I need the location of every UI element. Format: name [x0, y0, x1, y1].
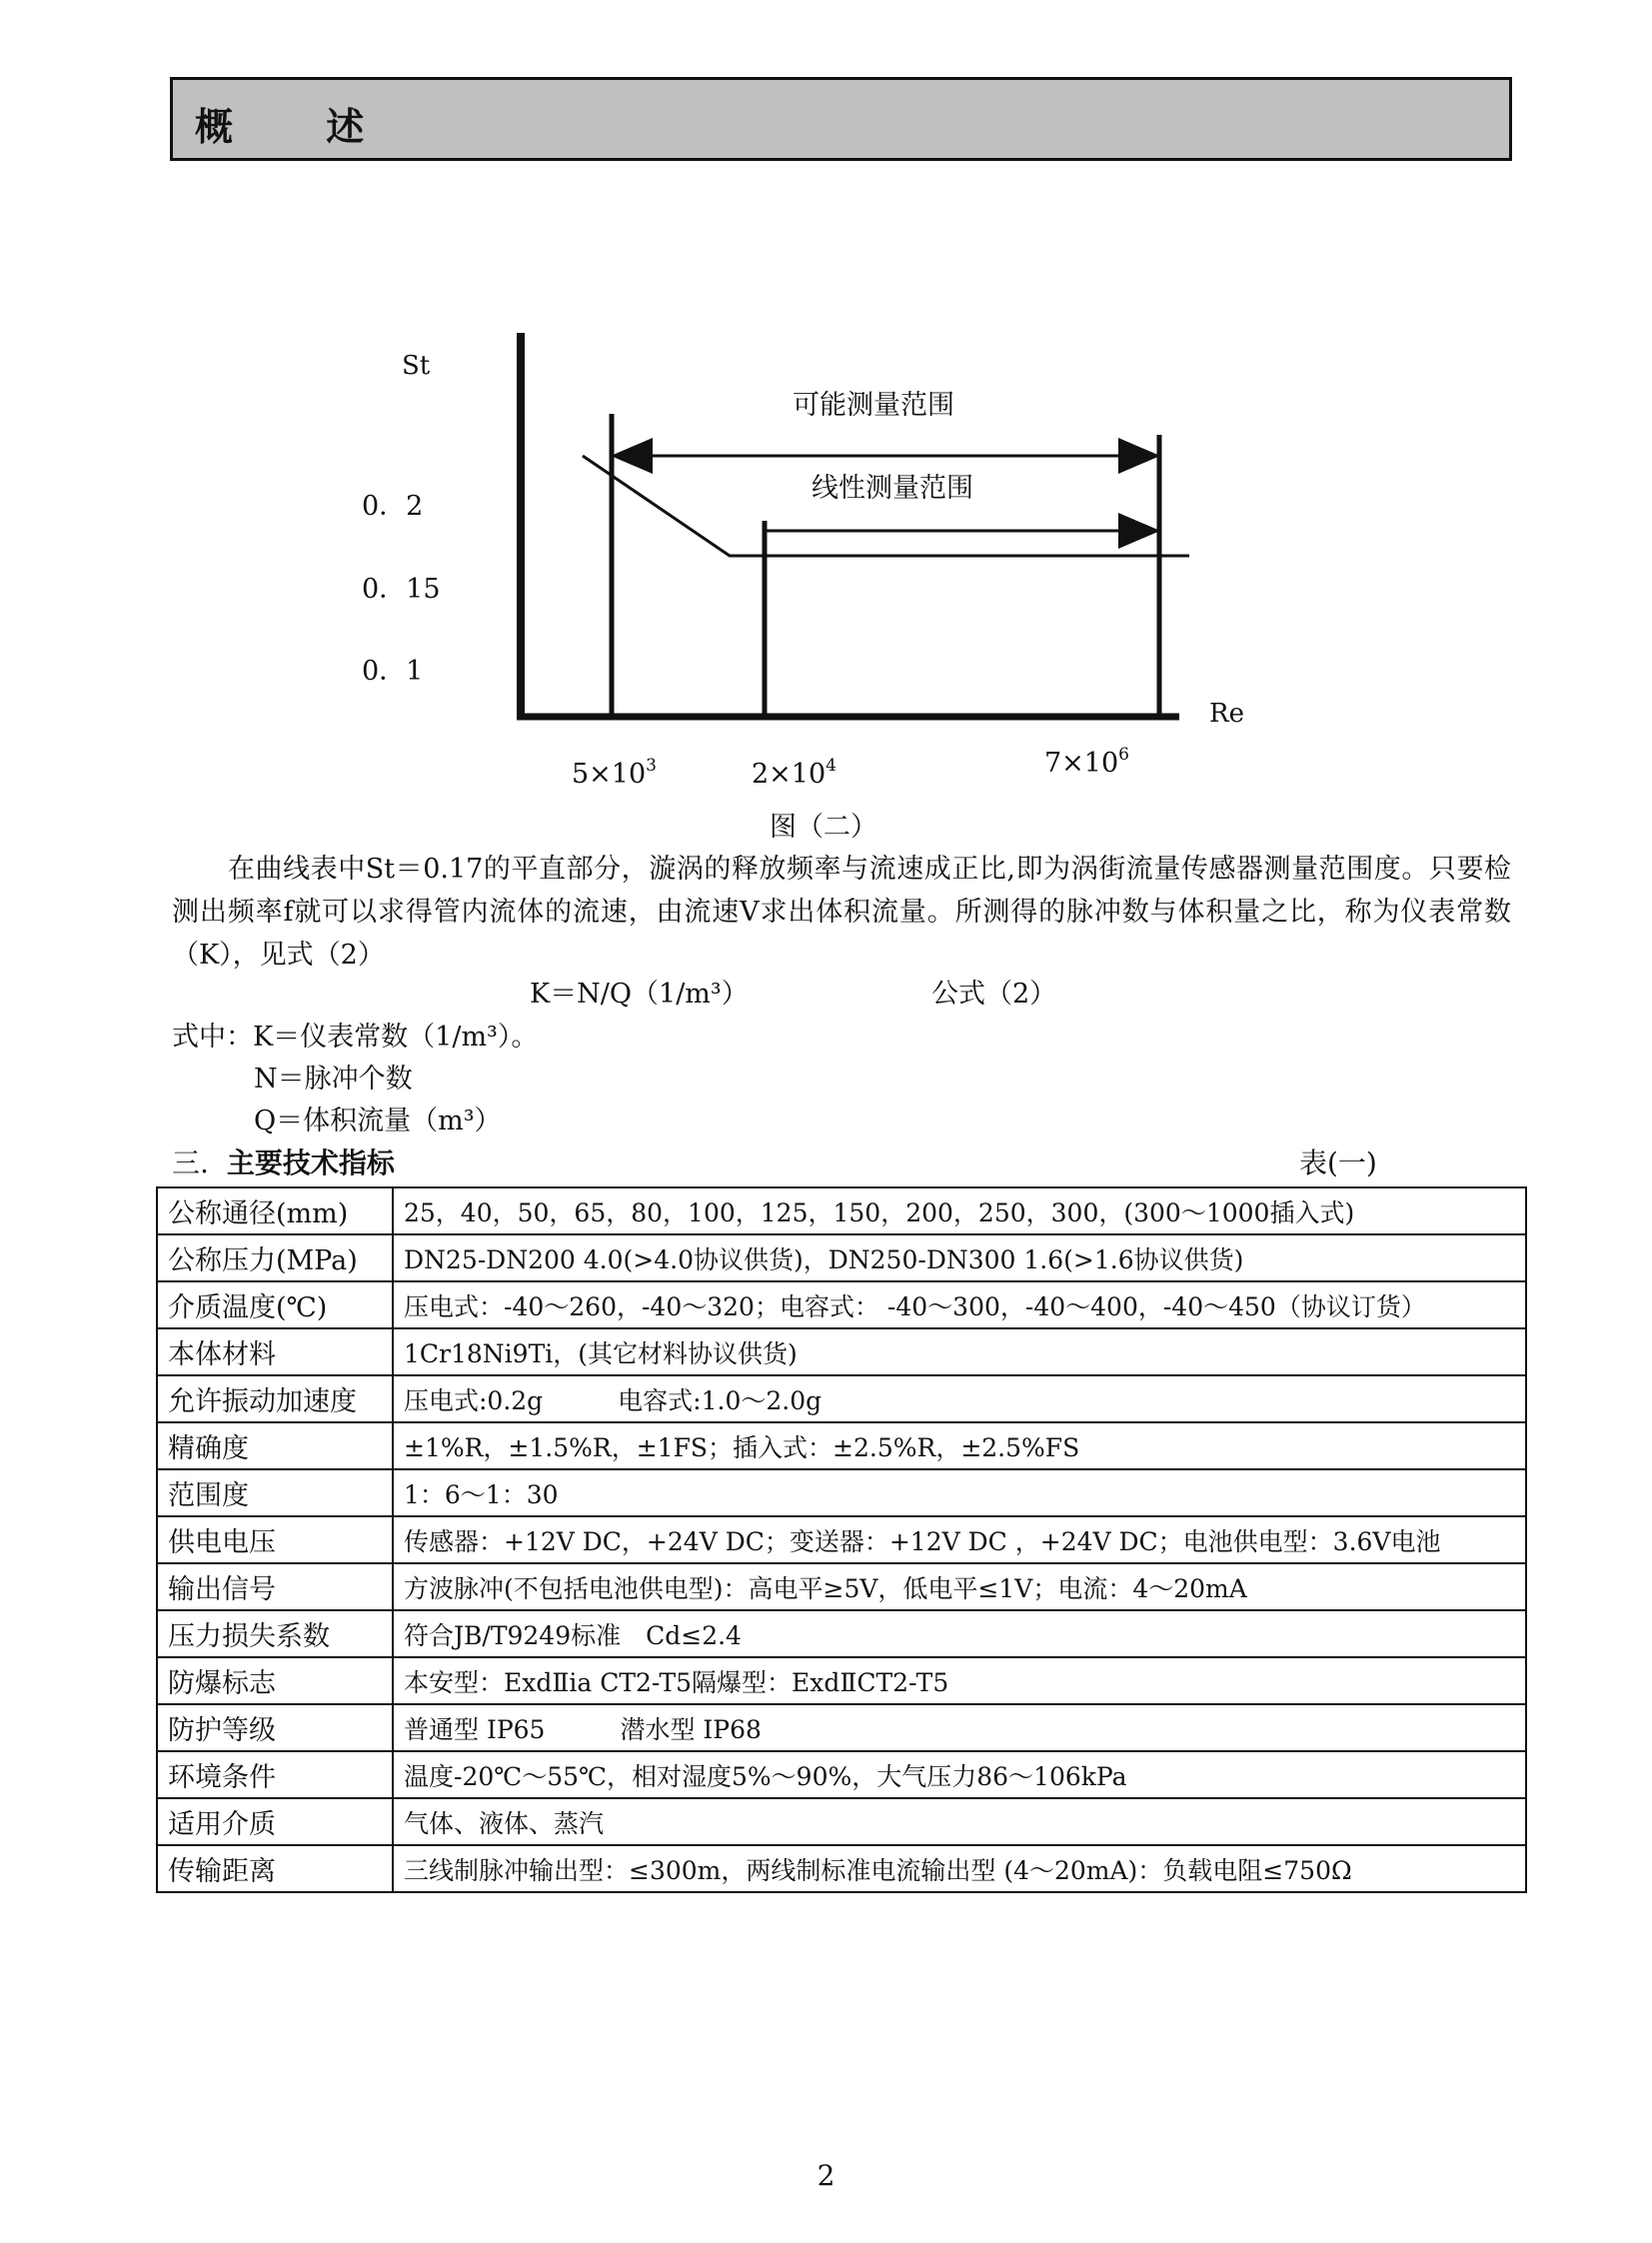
spec-value: 三线制脉冲输出型：≤300m，两线制标准电流输出型 (4～20mA)：负载电阻≤750Ω [393, 1845, 1526, 1892]
table-row [157, 1704, 1526, 1751]
spec-key: 范围度 [157, 1469, 393, 1516]
spec-value: 气体、液体、蒸汽 [393, 1798, 1526, 1845]
table-row [157, 1610, 1526, 1657]
header-title: 概 述 [195, 105, 405, 149]
spec-value: 温度-20℃～55℃，相对湿度5%～90%，大气压力86～106kPa [393, 1751, 1526, 1798]
x-axis-label: Re [1209, 699, 1244, 729]
spec-key: 本体材料 [157, 1328, 393, 1375]
page-number: 2 [817, 2159, 835, 2192]
table-row [157, 1845, 1526, 1892]
table-row [157, 1187, 1526, 1234]
spec-value: 方波脉冲(不包括电池供电型)：高电平≥5V，低电平≤1V；电流：4～20mA [393, 1563, 1526, 1610]
table-row [157, 1469, 1526, 1516]
spec-key: 防护等级 [157, 1704, 393, 1751]
spec-value: ±1%R，±1.5%R，±1FS；插入式：±2.5%R，±2.5%FS [393, 1422, 1526, 1469]
spec-key: 供电电压 [157, 1516, 393, 1563]
spec-value: 压电式：-40～260，-40～320；电容式： -40～300，-40～400，-40～450（协议订货） [393, 1281, 1526, 1328]
table-row [157, 1234, 1526, 1281]
x-tick-label: $2\times 10^4$ [752, 756, 836, 790]
section-number: 三. [172, 1146, 209, 1179]
table-row [157, 1657, 1526, 1704]
definition-k: 式中：K＝仪表常数（1/m³）。 [172, 1022, 539, 1053]
spec-key: 压力损失系数 [157, 1610, 393, 1657]
spec-key: 传输距离 [157, 1845, 393, 1892]
y-tick-label: 0．15 [362, 574, 441, 605]
spec-value: 压电式:0.2g 电容式:1.0～2.0g [393, 1375, 1526, 1422]
spec-key: 介质温度(℃) [157, 1281, 393, 1328]
spec-key: 公称通径(mm) [157, 1187, 393, 1234]
table-row [157, 1422, 1526, 1469]
table-row [157, 1563, 1526, 1610]
spec-value: 普通型 IP65 潜水型 IP68 [393, 1704, 1526, 1751]
table-row [157, 1375, 1526, 1422]
spec-key: 输出信号 [157, 1563, 393, 1610]
y-tick-label: 0．1 [362, 656, 424, 687]
spec-key: 精确度 [157, 1422, 393, 1469]
spec-value: DN25-DN200 4.0(>4.0协议供货)，DN250-DN300 1.6(>1.6协议供货) [393, 1234, 1526, 1281]
spec-key: 允许振动加速度 [157, 1375, 393, 1422]
spec-value: 本安型：ExdⅡia CT2-T5隔爆型：ExdⅡCT2-T5 [393, 1657, 1526, 1704]
y-axis-label: St [402, 351, 431, 381]
table-row [157, 1281, 1526, 1328]
range-linear-label: 线性测量范围 [812, 473, 973, 504]
body-paragraph: 在曲线表中St＝0.17的平直部分，漩涡的释放频率与流速成正比,即为涡街流量传感器测量范围度。只要检测出频率f就可以求得管内流体的流速，由流速V求出体积流量。所测得的脉冲数与体积量之比，称为仪表常数（K），见式（2） [172, 854, 1511, 971]
spec-value: 符合JB/T9249标准 Cd≤2.4 [393, 1610, 1526, 1657]
table-row [157, 1751, 1526, 1798]
spec-value: 1：6～1：30 [393, 1469, 1526, 1516]
table-row [157, 1516, 1526, 1563]
x-tick-label: $7\times 10^6$ [1044, 745, 1129, 779]
definition-n: N＝脉冲个数 [254, 1064, 413, 1095]
range-possible-label: 可能测量范围 [793, 390, 954, 421]
spec-key: 适用介质 [157, 1798, 393, 1845]
st-re-diagram [0, 0, 1652, 860]
spec-value: 1Cr18Ni9Ti，(其它材料协议供货) [393, 1328, 1526, 1375]
table-row [157, 1798, 1526, 1845]
table-caption: 表(一) [1299, 1146, 1377, 1179]
formula: K＝N/Q（1/m³） [530, 979, 749, 1010]
table-row [157, 1328, 1526, 1375]
spec-key: 防爆标志 [157, 1657, 393, 1704]
section-title: 主要技术指标 [226, 1146, 395, 1179]
section-heading [172, 1141, 395, 1181]
figure-caption: 图（二） [770, 812, 877, 843]
spec-key: 环境条件 [157, 1751, 393, 1798]
definition-q: Q＝体积流量（m³） [254, 1106, 502, 1136]
x-tick-label: $5\times 10^3$ [572, 756, 657, 790]
spec-table [156, 1186, 1527, 1893]
spec-value: 25，40，50，65，80，100，125，150，200，250，300，(300～1000插入式) [393, 1187, 1526, 1234]
y-tick-label: 0．2 [362, 491, 424, 522]
st-curve [583, 456, 1189, 556]
spec-key: 公称压力(MPa) [157, 1234, 393, 1281]
formula-reference: 公式（2） [931, 979, 1057, 1010]
spec-value: 传感器：+12V DC，+24V DC；变送器：+12V DC ，+24V DC；电池供电型：3.6V电池 [393, 1516, 1526, 1563]
